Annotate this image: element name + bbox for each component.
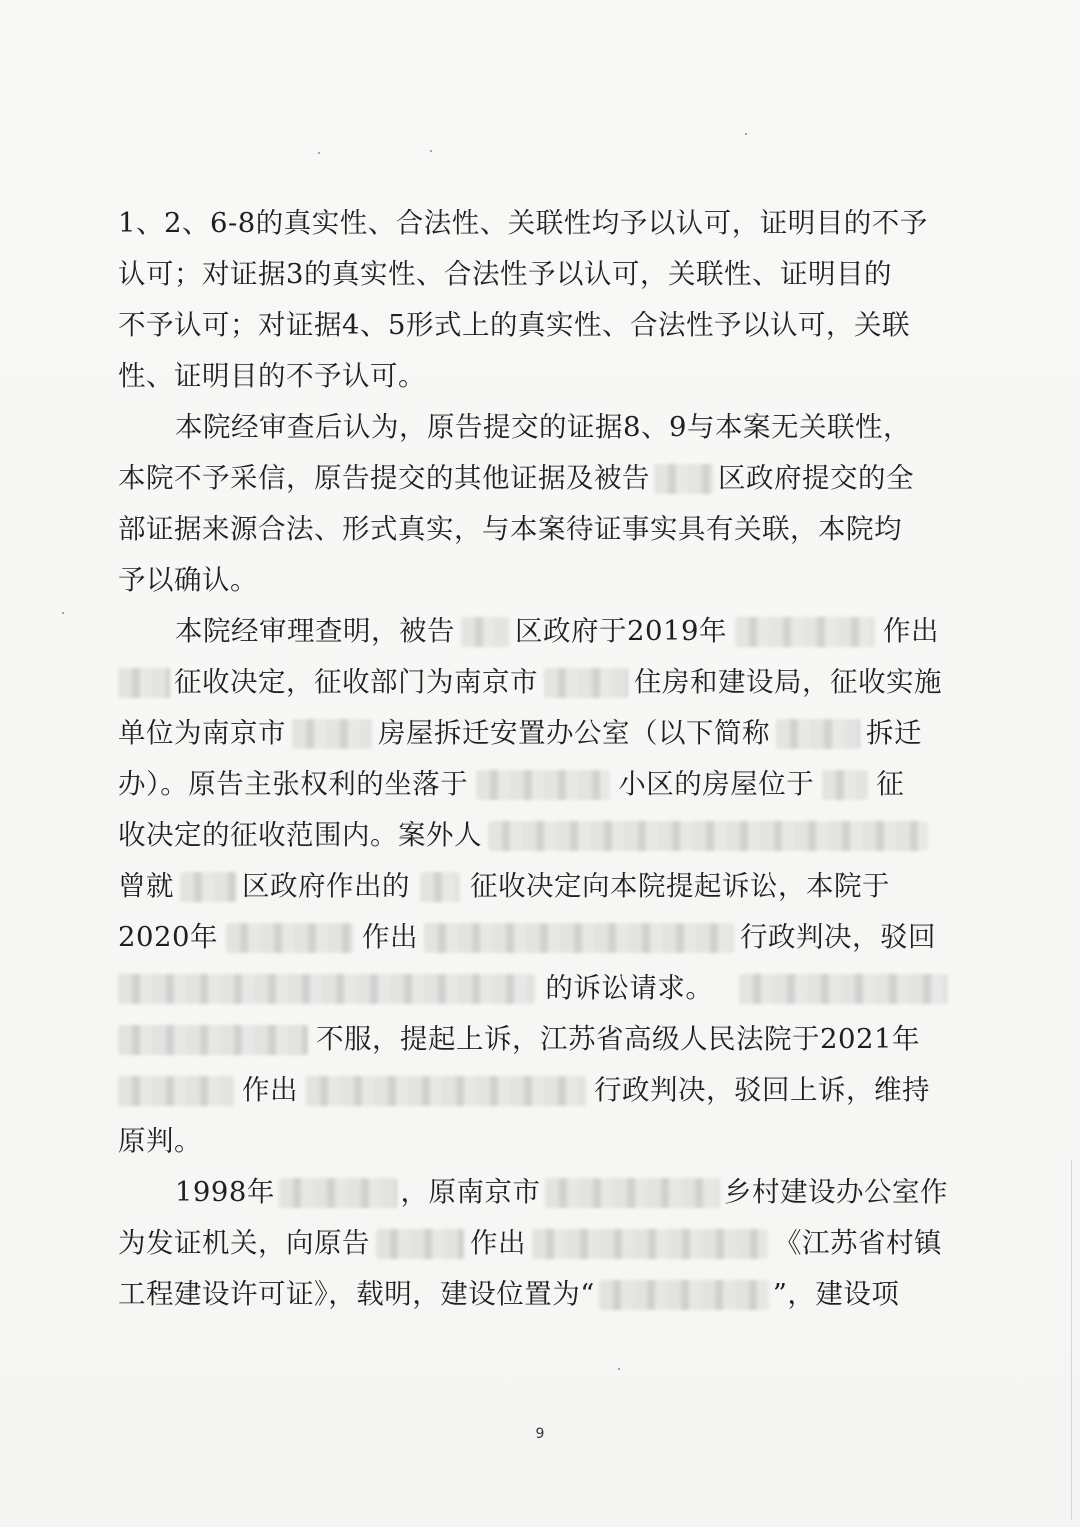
text-line: 本院经审理查明，被告 区政府于2019年 作出 (175, 615, 939, 647)
redaction (599, 1280, 769, 1310)
scan-speck (745, 133, 747, 135)
redaction (180, 872, 236, 902)
scan-speck (318, 152, 320, 154)
text-line: 1、2、6-8的真实性、合法性、关联性均予以认可，证明目的不予 (118, 207, 928, 239)
redaction (735, 617, 875, 647)
redaction (488, 821, 928, 851)
text-line: 收决定的征收范围内。案外人 (118, 810, 948, 861)
text-line: 本院经审查后认为，原告提交的证据8、9与本案无关联性， (175, 411, 911, 443)
text-line: 曾就 区政府作出的 征收决定向本院提起诉讼，本院于 (118, 870, 890, 902)
redaction (461, 617, 509, 647)
scan-speck (618, 1368, 620, 1370)
text-line: 为发证机关，向原告 作出 《江苏省村镇 (118, 1227, 942, 1259)
redaction (279, 1178, 397, 1208)
redaction (532, 1229, 768, 1259)
redaction (118, 668, 170, 698)
text-line: 本院不予采信，原告提交的其他证据及被告 区政府提交的全 (118, 462, 914, 494)
text-line: 工程建设许可证》，载明，建设位置为“ ”，建设项 (118, 1278, 900, 1310)
scan-speck (430, 150, 432, 152)
text-line: 部证据来源合法、形式真实，与本案待证事实具有关联，本院均 (118, 513, 902, 545)
document-body (118, 198, 948, 1320)
redaction (822, 770, 868, 800)
redaction (376, 1229, 464, 1259)
page-number: 9 (535, 1426, 545, 1442)
redaction (118, 974, 535, 1004)
redaction (118, 1025, 308, 1055)
redaction (545, 1178, 721, 1208)
text-line: 予以确认。 (118, 564, 258, 596)
text-line: 性、证明目的不予认可。 (118, 360, 426, 392)
text-line: 1998年 ，原南京市 乡村建设办公室作 (174, 1176, 948, 1208)
redaction (654, 464, 714, 494)
text-line: 不予认可；对证据4、5形式上的真实性、合法性予以认可，关联 (118, 309, 910, 341)
text-line: 不服，提起上诉，江苏省高级人民法院于2021年 (118, 1014, 948, 1065)
text-line: 2020年 作出 行政判决，驳回 (118, 921, 936, 953)
redaction (420, 872, 460, 902)
text-line: 征收决定，征收部门为南京市 住房和建设局，征收实施 (118, 657, 948, 708)
redaction (776, 719, 860, 749)
text-line: 作出 行政判决，驳回上诉，维持 (118, 1065, 948, 1116)
redaction (118, 1076, 234, 1106)
redaction (544, 668, 628, 698)
scan-edge-line (1071, 1160, 1072, 1520)
redaction (739, 974, 948, 1004)
redaction (306, 1076, 586, 1106)
text-line: 的诉讼请求。 (118, 963, 948, 1014)
text-line: 原判。 (118, 1125, 202, 1157)
redaction (424, 923, 734, 953)
redaction (292, 719, 372, 749)
text-line: 认可；对证据3的真实性、合法性予以认可，关联性、证明目的 (118, 258, 892, 290)
redaction (476, 770, 610, 800)
scan-speck (62, 612, 64, 614)
text-line: 单位为南京市 房屋拆迁安置办公室（以下简称 拆迁 (118, 717, 922, 749)
redaction (226, 923, 354, 953)
text-line: 办）。原告主张权利的坐落于 小区的房屋位于 征 (118, 768, 905, 800)
